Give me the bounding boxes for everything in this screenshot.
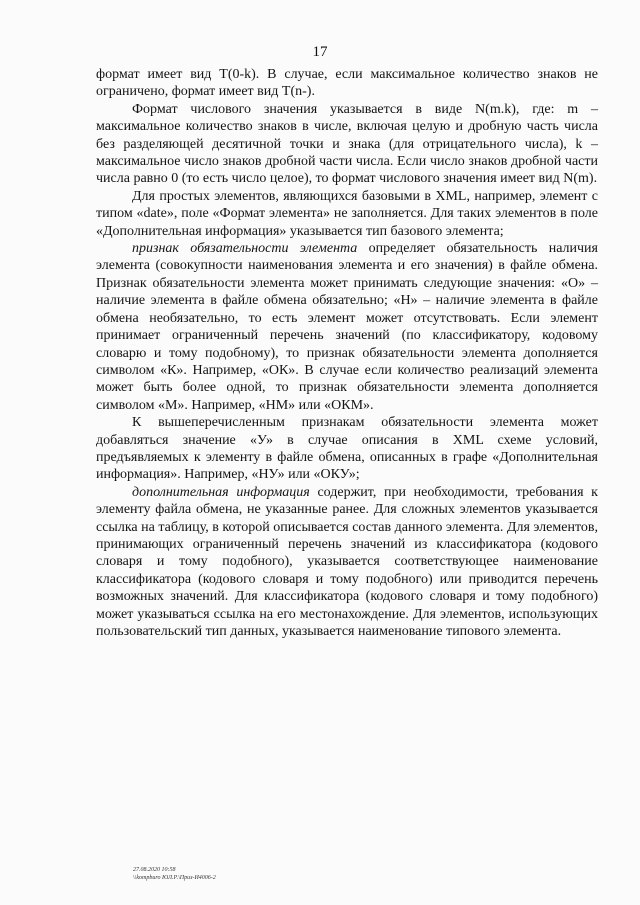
page-number: 17 xyxy=(312,44,328,60)
paragraph xyxy=(96,101,598,188)
defined-term: признак обязательности элемента xyxy=(132,241,358,257)
footer-file-path: \\kompburo ЮЛ.Р.\Приз-И4006-2 xyxy=(133,875,216,881)
footer-stamp xyxy=(133,866,216,882)
paragraph-text: определяет обязательность наличия элемента (совокупности наименования элемента и его значения) в файле обмена. Признак обязательности элемента может принимать следующие значения: «О» – наличие элемента в файле обмена обязательно; «Н» – наличие элемента в файле обмена необязательно, то есть элемент может отсутствовать. Если элемент принимает ограниченный перечень значений (по классификатору, кодовому словарю и тому подобному), то признак обязательности элемента дополняется символом «К». Например, «ОК». В случае если количество реализаций элемента может быть более одной, то признак обязательности элемента дополняется символом «М». Например, «НМ» или «ОКМ». xyxy=(96,241,598,413)
defined-term: дополнительная информация xyxy=(132,484,310,500)
paragraph xyxy=(96,414,598,484)
paragraph-text: содержит, при необходимости, требования к элементу файла обмена, не указанные ранее. Для сложных элементов указывается ссылка на таблицу, в которой описывается состав данного элемента. Для элементов, принимающих ограниченный перечень значений из классификатора (кодового словаря и тому подобного), указывается соответствующее наименование классификатора (кодового словаря и тому подобного) или приводится перечень возможных значений. Для классификатора (кодового словаря и тому подобного) может указываться ссылка на его местонахождение. Для элементов, использующих пользовательский тип данных, указывается наименование типового элемента. xyxy=(96,484,598,639)
paragraph xyxy=(96,240,598,414)
paragraph-text: формат имеет вид T(0-k). В случае, если максимальное количество знаков не ограничено, формат имеет вид T(n-). xyxy=(96,67,598,100)
body-text xyxy=(96,66,598,640)
footer-timestamp: 27.08.2020 10:58 xyxy=(133,867,176,873)
paragraph-text: Для простых элементов, являющихся базовыми в XML, например, элемент с типом «date», поле «Формат элемента» не заполняется. Для таких элементов в поле «Дополнительная информация» указывается тип базового элемента; xyxy=(96,188,598,239)
paragraph xyxy=(96,484,598,641)
paragraph-text: Формат числового значения указывается в виде N(m.k), где: m – максимальное количество знаков в числе, включая целую и дробную часть числа без разделяющей десятичной точки и знака (для отрицательного числа), k – максимальное число знаков дробной части числа. Если число знаков дробной части числа равно 0 (то есть число целое), то формат числового значения имеет вид N(m). xyxy=(96,101,598,187)
paragraph-text: К вышеперечисленным признакам обязательности элемента может добавляться значение «У» в случае описания в XML схеме условий, предъявляемых к элементу в файле обмена, описанных в графе «Дополнительная информация». Например, «НУ» или «ОКУ»; xyxy=(96,415,598,483)
paragraph xyxy=(96,188,598,240)
paragraph xyxy=(96,66,598,101)
